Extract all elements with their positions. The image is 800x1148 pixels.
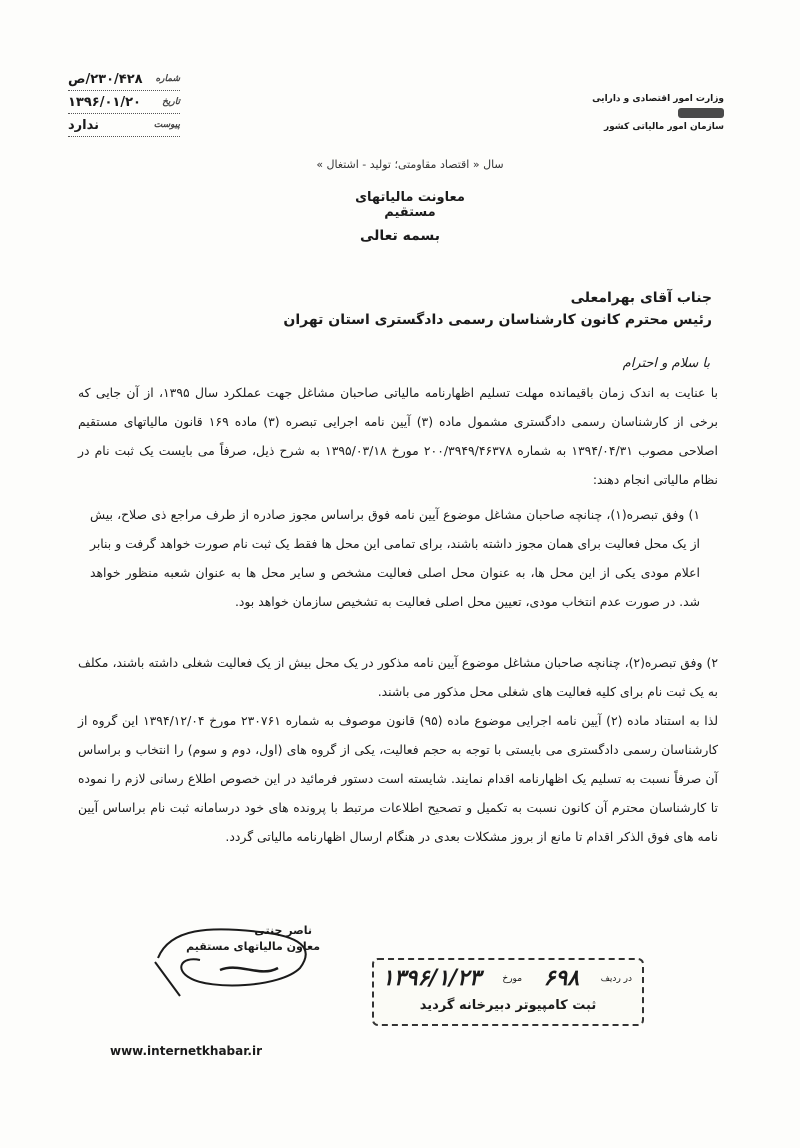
reference-attachment-label: پیوست (153, 120, 180, 130)
emblem-icon (678, 108, 724, 118)
year-slogan: سال « اقتصاد مقاومتی؛ تولید - اشتغال » (316, 158, 504, 171)
signatory-name: ناصر جنتی (254, 924, 312, 937)
registry-stamp (372, 958, 644, 1026)
body-paragraph-note-2 (78, 648, 718, 706)
stamp-text: ثبت کامپیوتر دبیرخانه گردید (419, 998, 597, 1013)
reference-attachment-row (68, 114, 180, 137)
stamp-registry-number: ۶۹۸ (543, 966, 580, 991)
reference-number: ۲۳۰/۴۲۸/ص (68, 71, 143, 87)
paragraph-text: لذا به استناد ماده (۲) آیین نامه اجرایی موضوع ماده (۹۵) قانون موصوف به شماره ۲۳۰۷۶۱ مورخ ۱۳۹۴/۱۲/۰۴ این گروه از کارشناسان رسمی دادگستری می بایستی با توجه به حجم فعالیت، یکی از گروه های (اول، دوم و سوم) را انتخاب و براساس آن صرفاً نسبت به تسلیم یک اظهارنامه اقدام نمایند. شایسته است دستور فرمائید در این خصوص اطلاع رسانی لازم را نموده تا کارشناسان محترم آن کانون نسبت به تکمیل و تصحیح اطلاعات مرتبط با پرونده های خود درسامانه ثبت نام براساس آیین نامه های فوق الذکر اقدام تا مانع از بروز مشکلات بعدی در هنگام ارسال اظهارنامه مالیاتی گردد. (78, 713, 718, 844)
salutation: با سلام و احترام (622, 356, 710, 371)
body-paragraph-intro (78, 378, 718, 494)
bismillah-heading: بسمه تعالی (359, 228, 441, 244)
reference-number-label: شماره (155, 74, 180, 84)
stamp-date-label: مورخ (502, 973, 523, 984)
reference-attachment: ندارد (68, 117, 100, 133)
reference-number-row (68, 68, 180, 91)
body-paragraph-conclusion (78, 706, 718, 851)
letterhead (574, 92, 724, 134)
paragraph-text: با عنایت به اندک زمان باقیمانده مهلت تسلیم اظهارنامه مالیاتی صاحبان مشاغل جهت عملکرد سال ۱۳۹۵، از آن جایی که برخی از کارشناسان رسمی دادگستری مشمول ماده (۳) آیین نامه اجرایی تبصره (۳) ماده ۱۶۹ قانون مالیاتهای مستقیم اصلاحی مصوب ۱۳۹۴/۰۴/۳۱ به شماره ۲۰۰/۳۹۴۹/۴۶۳۷۸ مورخ ۱۳۹۵/۰۳/۱۸ به شرح ذیل، صرفاً می بایست یک ثبت نام در نظام مالیاتی انجام دهند: (78, 385, 718, 487)
addressee-title: رئیس محترم کانون کارشناسان رسمی دادگستری استان تهران (283, 312, 712, 328)
signatory-title: معاون مالیاتهای مستقیم (186, 940, 320, 953)
website-watermark: www.internetkhabar.ir (110, 1044, 263, 1058)
paragraph-text: ۱) وفق تبصره(۱)، چنانچه صاحبان مشاغل موضوع آیین نامه فوق براساس مجوز صادره از طرف مراجع ذی صلاح، بیش از یک محل فعالیت برای همان مجوز داشته باشند، برای تمامی این محل ها فقط یک ثبت نام صورت خواهد گرفت و بنابر اعلام مودی یکی از این محل ها، به عنوان محل اصلی فعالیت مشخص و سایر محل ها به عنوان شعبه منظور خواهد شد. در صورت عدم انتخاب مودی، تعیین محل اصلی فعالیت به تشخیص سازمان خواهد بود. (90, 507, 700, 609)
department-name: معاونت مالیاتهای مستقیم (355, 190, 465, 220)
reference-date-label: تاریخ (162, 97, 180, 107)
reference-date-row (68, 91, 180, 114)
stamp-row-label: در ردیف (600, 973, 632, 984)
letterhead-organization: سازمان امور مالیاتی کشور (603, 122, 724, 132)
paragraph-text: ۲) وفق تبصره(۲)، چنانچه صاحبان مشاغل موضوع آیین نامه مذکور در یک محل بیش از یک فعالیت شغلی داشته باشند، مکلف به یک ثبت نام برای کلیه فعالیت های شغلی محل مذکور می باشند. (78, 655, 719, 699)
stamp-registry-date: ۱۳۹۶/۱/۲۳ (382, 966, 481, 991)
signature-block (150, 918, 320, 998)
reference-box (68, 68, 180, 137)
addressee-name: جناب آقای بهرامعلی (570, 290, 712, 306)
stamp-registry-line (382, 966, 632, 991)
reference-date: ۱۳۹۶/۰۱/۲۰ (68, 94, 141, 110)
letterhead-ministry: وزارت امور اقتصادی و دارایی (574, 92, 724, 120)
body-paragraph-note-1 (90, 500, 700, 616)
